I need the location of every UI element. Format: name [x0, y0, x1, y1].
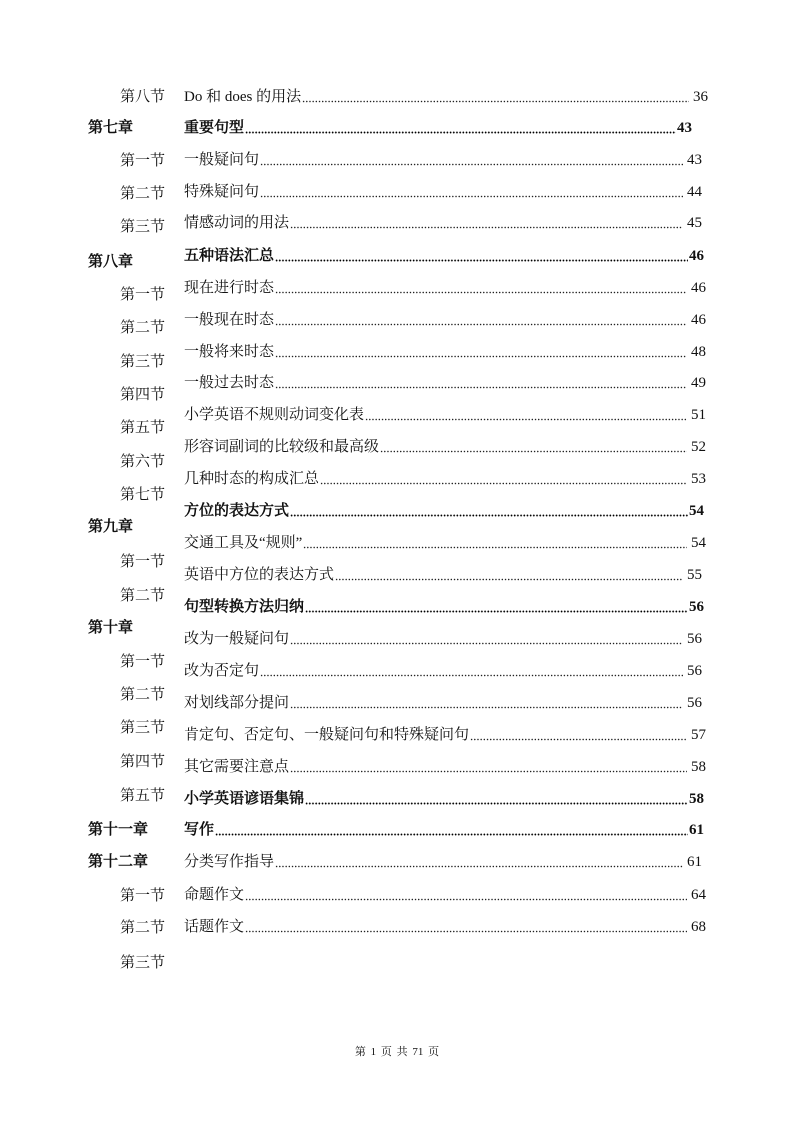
toc-entry-page: 57: [691, 727, 706, 743]
toc-entry-title: 话题作文: [184, 919, 245, 935]
toc-entry-page: 54: [689, 503, 704, 519]
toc-entry-chapter: [184, 246, 704, 266]
toc-entry: [184, 213, 702, 233]
toc-leader: [215, 820, 688, 836]
toc-leader: [275, 310, 687, 326]
toc-label-section: 第三节: [120, 720, 166, 736]
toc-entry-chapter: [184, 820, 704, 840]
toc-entry-page: 48: [691, 344, 706, 360]
toc-entry-page: 56: [687, 631, 702, 647]
toc-leader: [275, 246, 688, 262]
toc-entry-page: 44: [687, 184, 702, 200]
toc-label-section: 第一节: [120, 287, 166, 303]
toc-entry-page: 51: [691, 407, 706, 423]
toc-entry-title: 对划线部分提问: [184, 695, 290, 711]
toc-entry: [184, 565, 702, 585]
toc-entry-page: 45: [687, 215, 702, 231]
toc-leader: [290, 629, 683, 645]
toc-label-section: 第二节: [120, 588, 166, 604]
toc-leader: [305, 789, 688, 805]
toc-entry: [184, 533, 706, 553]
toc-entry-page: 46: [689, 248, 704, 264]
toc-entry-title: 其它需要注意点: [184, 759, 290, 775]
toc-entry-title: 一般现在时态: [184, 312, 275, 328]
toc-leader: [320, 469, 687, 485]
toc-label-section: 第二节: [120, 687, 166, 703]
toc-leader: [260, 661, 683, 677]
toc-entry-chapter: [184, 789, 704, 809]
toc-leader: [302, 87, 689, 103]
toc-leader: [275, 342, 687, 358]
toc-entry-title: 肯定句、否定句、一般疑问句和特殊疑问句: [184, 727, 470, 743]
toc-entry-page: 36: [693, 89, 708, 105]
toc-leader: [245, 917, 687, 933]
toc-entry-title: Do 和 does 的用法: [184, 89, 302, 105]
toc-entry-title: 英语中方位的表达方式: [184, 567, 335, 583]
toc-entry-title: 一般疑问句: [184, 152, 260, 168]
toc-entry-page: 49: [691, 375, 706, 391]
toc-leader: [245, 118, 676, 134]
toc-entry-page: 43: [687, 152, 702, 168]
toc-entry-title: 现在进行时态: [184, 280, 275, 296]
toc-entry-page: 46: [691, 312, 706, 328]
toc-label-section: 第一节: [120, 888, 166, 904]
toc-leader: [260, 150, 683, 166]
toc-entry-page: 43: [677, 120, 692, 136]
toc-entry-page: 64: [691, 887, 706, 903]
toc-entry-page: 58: [689, 791, 704, 807]
toc-leader: [290, 501, 688, 517]
toc-entry: [184, 693, 702, 713]
toc-label-chapter: 第九章: [88, 519, 134, 535]
page-footer: 第 1 页 共 71 页: [354, 1046, 440, 1058]
toc-entry-title: 命题作文: [184, 887, 245, 903]
toc-label-section: 第一节: [120, 153, 166, 169]
toc-label-section: 第一节: [120, 654, 166, 670]
toc-label-section: 第五节: [120, 788, 166, 804]
toc-label-section: 第三节: [120, 219, 166, 235]
toc-leader: [260, 182, 683, 198]
toc-entry-page: 46: [691, 280, 706, 296]
toc-leader: [470, 725, 687, 741]
toc-entry-page: 55: [687, 567, 702, 583]
toc-entry: [184, 885, 706, 905]
toc-label-chapter: 第十二章: [88, 854, 149, 870]
toc-label-section: 第七节: [120, 487, 166, 503]
toc-entry-chapter: [184, 501, 704, 521]
toc-entry-chapter: [184, 597, 704, 617]
toc-label-section: 第四节: [120, 387, 166, 403]
toc-entry: [184, 852, 702, 872]
toc-entry-page: 56: [687, 695, 702, 711]
toc-entry: [184, 757, 706, 777]
toc-leader: [305, 597, 688, 613]
toc-entry-title: 写作: [184, 822, 215, 838]
toc-entry-page: 56: [689, 599, 704, 615]
toc-entry-title: 一般过去时态: [184, 375, 275, 391]
toc-entry: [184, 342, 706, 362]
toc-entry-page: 58: [691, 759, 706, 775]
toc-entry: [184, 182, 702, 202]
toc-entry-title: 改为一般疑问句: [184, 631, 290, 647]
toc-label-section: 第二节: [120, 320, 166, 336]
toc-entry-title: 小学英语不规则动词变化表: [184, 407, 365, 423]
toc-entry-title: 特殊疑问句: [184, 184, 260, 200]
toc-leader: [275, 852, 683, 868]
toc-label-section: 第一节: [120, 554, 166, 570]
toc-entry-page: 68: [691, 919, 706, 935]
toc-entry-title: 分类写作指导: [184, 854, 275, 870]
toc-label-section: 第二节: [120, 920, 166, 936]
toc-label-chapter: 第七章: [88, 120, 134, 136]
toc-entry-title: 一般将来时态: [184, 344, 275, 360]
toc-entry: [184, 917, 706, 937]
toc-leader: [335, 565, 683, 581]
toc-leader: [290, 693, 683, 709]
toc-entry-chapter: [184, 118, 692, 138]
toc-leader: [290, 213, 683, 229]
toc-label-section: 第三节: [120, 955, 166, 971]
toc-entry: [184, 725, 706, 745]
toc-label-chapter: 第十章: [88, 620, 134, 636]
toc-entry-title: 重要句型: [184, 120, 245, 136]
toc-label-chapter: 第八章: [88, 254, 134, 270]
toc-entry-page: 61: [687, 854, 702, 870]
toc-entry: [184, 405, 706, 425]
toc-entry-title: 几种时态的构成汇总: [184, 471, 320, 487]
toc-label-section: 第八节: [120, 89, 166, 105]
toc-entry: [184, 373, 706, 393]
toc-label-section: 第二节: [120, 186, 166, 202]
toc-entry: [184, 437, 706, 457]
toc-entry: [184, 310, 706, 330]
toc-label-section: 第三节: [120, 354, 166, 370]
toc-entry-title: 交通工具及“规则”: [184, 535, 303, 551]
toc-entry-page: 54: [691, 535, 706, 551]
toc-leader: [303, 533, 687, 549]
toc-leader: [365, 405, 687, 421]
toc-entry-title: 小学英语谚语集锦: [184, 791, 305, 807]
toc-label-section: 第六节: [120, 454, 166, 470]
toc-entry-title: 方位的表达方式: [184, 503, 290, 519]
toc-entry-page: 56: [687, 663, 702, 679]
toc-entry: [184, 278, 706, 298]
toc-entry-title: 情感动词的用法: [184, 215, 290, 231]
toc-entry: [184, 661, 702, 681]
toc-entry: [184, 629, 702, 649]
toc-leader: [275, 278, 687, 294]
toc-leader: [275, 373, 687, 389]
toc-entry-title: 句型转换方法归纳: [184, 599, 305, 615]
toc-entry-page: 53: [691, 471, 706, 487]
toc-label-section: 第五节: [120, 420, 166, 436]
toc-leader: [290, 757, 687, 773]
toc-entry-title: 五种语法汇总: [184, 248, 275, 264]
toc-entry-title: 改为否定句: [184, 663, 260, 679]
toc-leader: [245, 885, 687, 901]
toc-entry-title: 形容词副词的比较级和最高级: [184, 439, 380, 455]
toc-entry: [184, 87, 708, 107]
toc-label-chapter: 第十一章: [88, 822, 149, 838]
toc-entry: [184, 150, 702, 170]
toc-leader: [380, 437, 687, 453]
toc-label-section: 第四节: [120, 754, 166, 770]
toc-entry-page: 52: [691, 439, 706, 455]
toc-entry-page: 61: [689, 822, 704, 838]
toc-entry: [184, 469, 706, 489]
